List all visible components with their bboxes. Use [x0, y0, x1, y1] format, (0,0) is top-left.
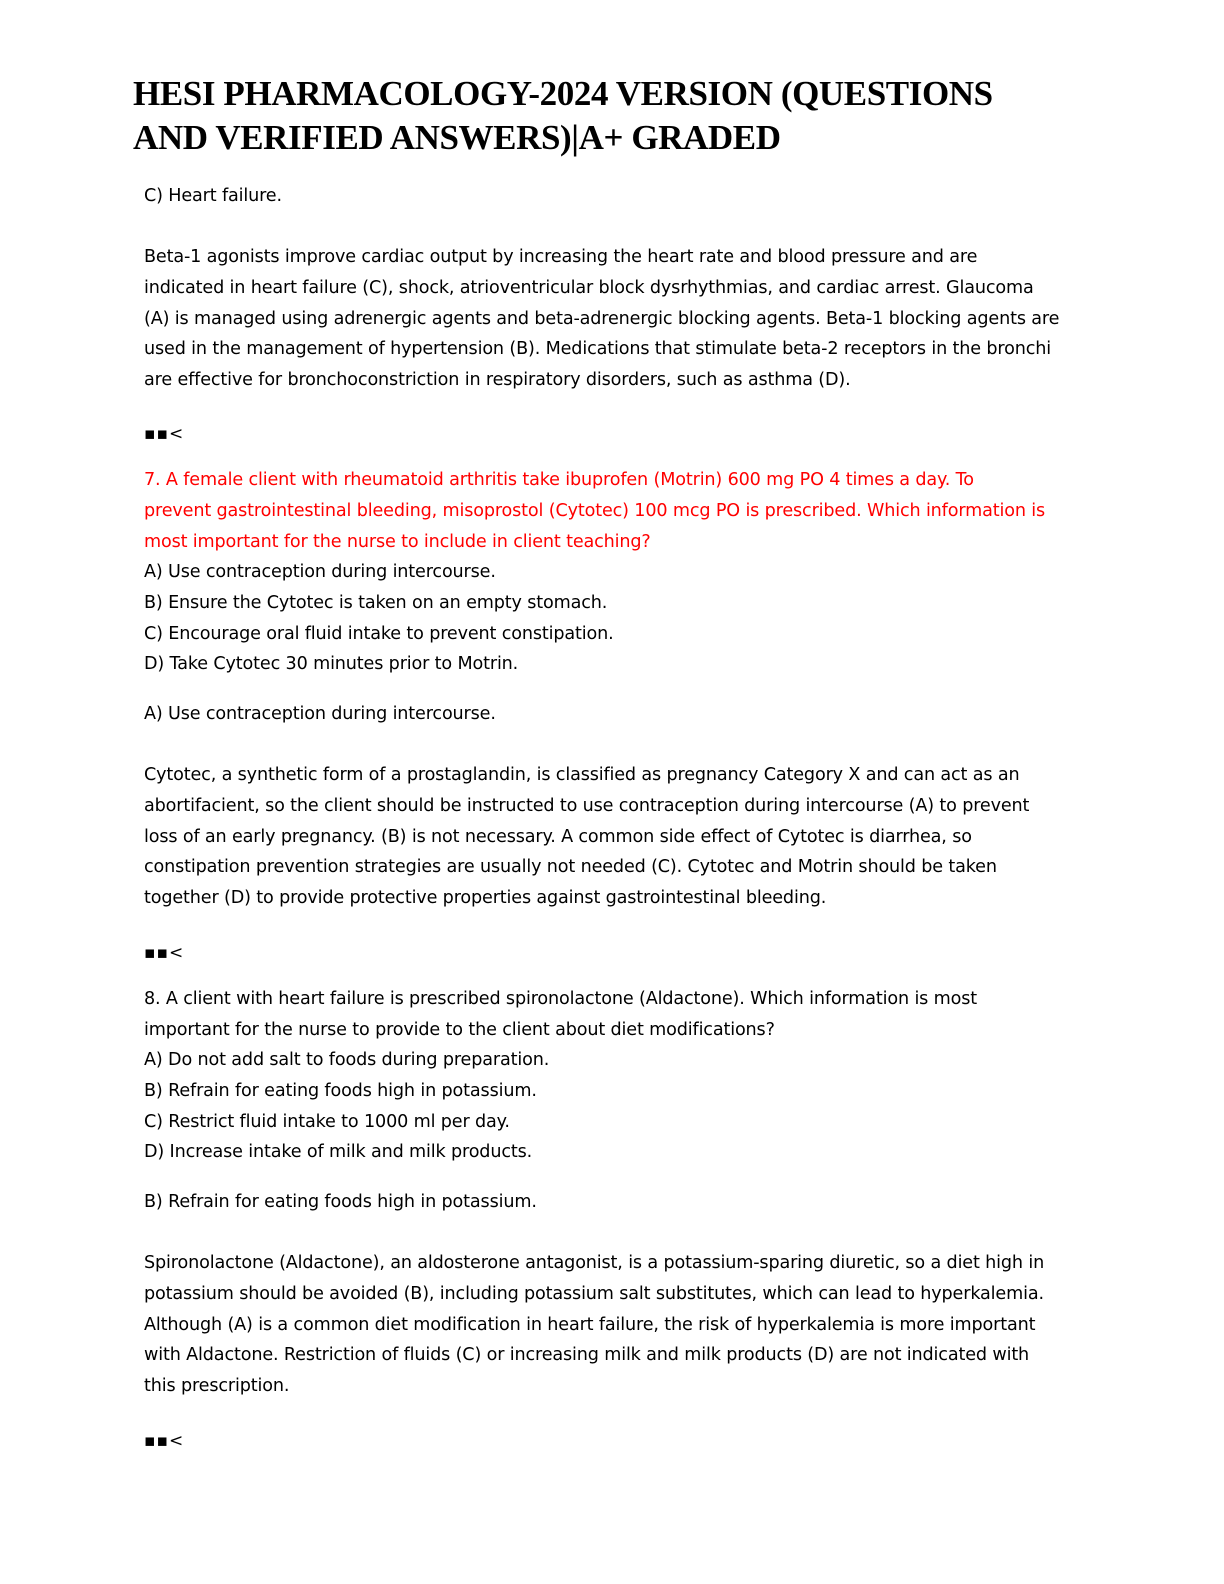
option-b: B) Refrain for eating foods high in potassium.: [144, 1080, 537, 1101]
question-7-rationale: [144, 760, 1074, 914]
option-b: B) Ensure the Cytotec is taken on an empty stomach.: [144, 592, 608, 613]
rationale-line: Cytotec, a synthetic form of a prostaglandin, is classified as pregnancy Category X and can act as an: [144, 765, 1020, 785]
separator-marker: ▪▪<: [144, 943, 185, 963]
question-line: important for the nurse to provide to the client about diet modifications?: [144, 1019, 775, 1040]
rationale-line: abortifacient, so the client should be instructed to use contraception during intercourse (A) to prevent: [144, 795, 1030, 816]
separator-marker: ▪▪<: [144, 424, 185, 444]
rationale-line: potassium should be avoided (B), including potassium salt substitutes, which can lead to hyperkalemia.: [144, 1283, 1044, 1304]
question-8-text: [144, 984, 1074, 1046]
previous-answer: C) Heart failure.: [144, 186, 282, 206]
rationale-line: together (D) to provide protective properties against gastrointestinal bleeding.: [144, 888, 827, 909]
question-7-answer: A) Use contraception during intercourse.: [144, 704, 496, 724]
option-a: A) Use contraception during intercourse.: [144, 562, 496, 582]
question-line: 7. A female client with rheumatoid arthritis take ibuprofen (Motrin) 600 mg PO 4 times a day. To: [144, 470, 974, 490]
option-a: A) Do not add salt to foods during preparation.: [144, 1050, 550, 1070]
question-8-answer: B) Refrain for eating foods high in potassium.: [144, 1192, 537, 1212]
option-d: D) Take Cytotec 30 minutes prior to Motrin.: [144, 654, 519, 675]
question-7-text: [144, 465, 1074, 557]
question-line: 8. A client with heart failure is prescribed spironolactone (Aldactone). Which information is most: [144, 989, 978, 1009]
rationale-line: this prescription.: [144, 1376, 290, 1397]
option-d: D) Increase intake of milk and milk products.: [144, 1142, 533, 1163]
question-8-rationale: [144, 1248, 1074, 1402]
rationale-line: Although (A) is a common diet modification in heart failure, the risk of hyperkalemia is more important: [144, 1314, 1036, 1335]
rationale-line: are effective for bronchoconstriction in respiratory disorders, such as asthma (D).: [144, 370, 851, 391]
option-c: C) Encourage oral fluid intake to prevent constipation.: [144, 623, 614, 644]
rationale-line: Beta-1 agonists improve cardiac output by increasing the heart rate and blood pressure and are: [144, 247, 978, 267]
question-8-options: [144, 1045, 1074, 1168]
rationale-line: used in the management of hypertension (B). Medications that stimulate beta-2 receptors in the bronchi: [144, 339, 1051, 360]
question-7-options: [144, 557, 1074, 680]
question-line: prevent gastrointestinal bleeding, misoprostol (Cytotec) 100 mcg PO is prescribed. Which information is: [144, 500, 1046, 521]
document-title: [133, 72, 1093, 160]
rationale-line: loss of an early pregnancy. (B) is not necessary. A common side effect of Cytotec is diarrhea, so: [144, 826, 972, 847]
title-line-2: AND VERIFIED ANSWERS)|A+ GRADED: [133, 118, 781, 157]
rationale-line: indicated in heart failure (C), shock, atrioventricular block dysrhythmias, and cardiac arrest. Glaucoma: [144, 277, 1034, 298]
rationale-line: (A) is managed using adrenergic agents and beta-adrenergic blocking agents. Beta-1 blocking agents are: [144, 308, 1060, 329]
rationale-line: Spironolactone (Aldactone), an aldosterone antagonist, is a potassium-sparing diuretic, so a diet high in: [144, 1253, 1045, 1273]
option-c: C) Restrict fluid intake to 1000 ml per day.: [144, 1111, 510, 1132]
previous-rationale: [144, 242, 1074, 396]
rationale-line: with Aldactone. Restriction of fluids (C) or increasing milk and milk products (D) are not indicated with: [144, 1345, 1030, 1366]
question-line: most important for the nurse to include in client teaching?: [144, 531, 651, 552]
rationale-line: constipation prevention strategies are usually not needed (C). Cytotec and Motrin should be taken: [144, 857, 997, 878]
title-line-1: HESI PHARMACOLOGY-2024 VERSION (QUESTIONS: [133, 74, 993, 113]
separator-marker: ▪▪<: [144, 1431, 185, 1451]
